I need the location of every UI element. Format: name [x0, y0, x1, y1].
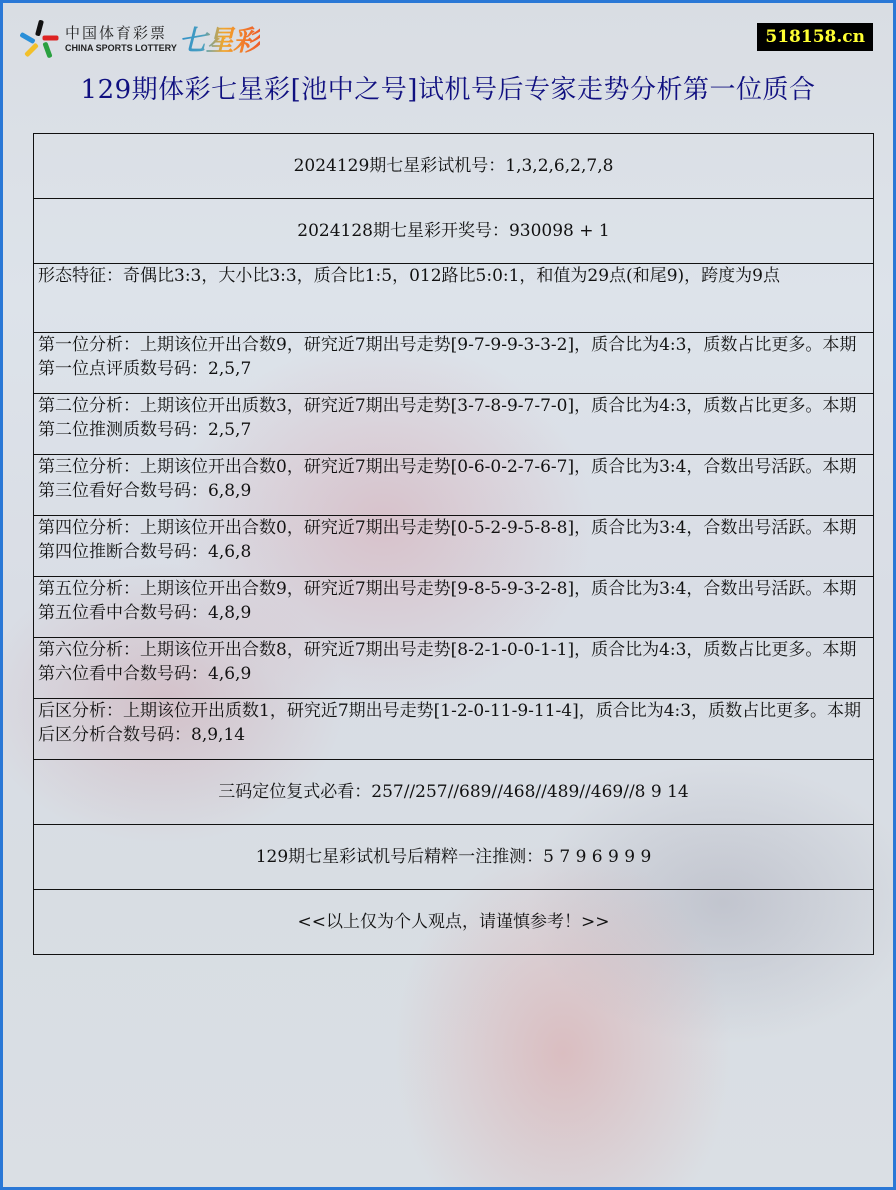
table-row: [34, 199, 874, 264]
table-row: [34, 455, 874, 516]
table-row: [34, 516, 874, 577]
logo-en-text: CHINA SPORTS LOTTERY: [65, 42, 177, 53]
pattern-features-cell: 形态特征：奇偶比3:3，大小比3:3，质合比1:5，012路比5:0:1，和值为29点(和尾9)，跨度为9点: [34, 264, 874, 333]
table-row: [34, 825, 874, 890]
logo-text: [65, 23, 177, 53]
disclaimer-cell: <<以上仅为个人观点，请谨慎参考！>>: [34, 890, 874, 955]
table-row: [34, 264, 874, 333]
table-row: [34, 760, 874, 825]
position-1-analysis-cell: 第一位分析：上期该位开出合数9，研究近7期出号走势[9-7-9-9-3-3-2]，质合比为4:3，质数占比更多。本期第一位点评质数号码：2,5,7: [34, 333, 874, 394]
logo-cn-text: 中国体育彩票: [65, 23, 168, 42]
table-row: [34, 333, 874, 394]
table-row: [34, 394, 874, 455]
logo: [21, 19, 260, 59]
table-row: [34, 134, 874, 199]
logo-brand-text: 七星彩: [179, 19, 260, 59]
position-4-analysis-cell: 第四位分析：上期该位开出合数0，研究近7期出号走势[0-5-2-9-5-8-8]，质合比为3:4，合数出号活跃。本期第四位推断合数号码：4,6,8: [34, 516, 874, 577]
three-code-compound-cell: 三码定位复式必看：257//257//689//468//489//469//8 9 14: [34, 760, 874, 825]
position-2-analysis-cell: 第二位分析：上期该位开出质数3，研究近7期出号走势[3-7-8-9-7-7-0]，质合比为4:3，质数占比更多。本期第二位推测质数号码：2,5,7: [34, 394, 874, 455]
position-5-analysis-cell: 第五位分析：上期该位开出合数9，研究近7期出号走势[9-8-5-9-3-2-8]，质合比为3:4，合数出号活跃。本期第五位看中合数号码：4,8,9: [34, 577, 874, 638]
china-sports-lottery-logo-icon: [21, 20, 59, 58]
analysis-table: [33, 133, 874, 955]
table-row: [34, 890, 874, 955]
header: [3, 3, 893, 123]
site-badge[interactable]: 518158.cn: [757, 23, 873, 51]
back-zone-analysis-cell: 后区分析：上期该位开出质数1，研究近7期出号走势[1-2-0-11-9-11-4]，质合比为4:3，质数占比更多。本期后区分析合数号码：8,9,14: [34, 699, 874, 760]
page-title: 129期体彩七星彩[池中之号]试机号后专家走势分析第一位质合: [80, 75, 816, 105]
table-row: [34, 638, 874, 699]
table-row: [34, 577, 874, 638]
position-3-analysis-cell: 第三位分析：上期该位开出合数0，研究近7期出号走势[0-6-0-2-7-6-7]，质合比为3:4，合数出号活跃。本期第三位看好合数号码：6,8,9: [34, 455, 874, 516]
trial-number-cell: 2024129期七星彩试机号：1,3,2,6,2,7,8: [34, 134, 874, 199]
single-bet-prediction-cell: 129期七星彩试机号后精粹一注推测：5 7 9 6 9 9 9: [34, 825, 874, 890]
draw-number-cell: 2024128期七星彩开奖号：930098 + 1: [34, 199, 874, 264]
table-row: [34, 699, 874, 760]
position-6-analysis-cell: 第六位分析：上期该位开出合数8，研究近7期出号走势[8-2-1-0-0-1-1]，质合比为4:3，质数占比更多。本期第六位看中合数号码：4,6,9: [34, 638, 874, 699]
